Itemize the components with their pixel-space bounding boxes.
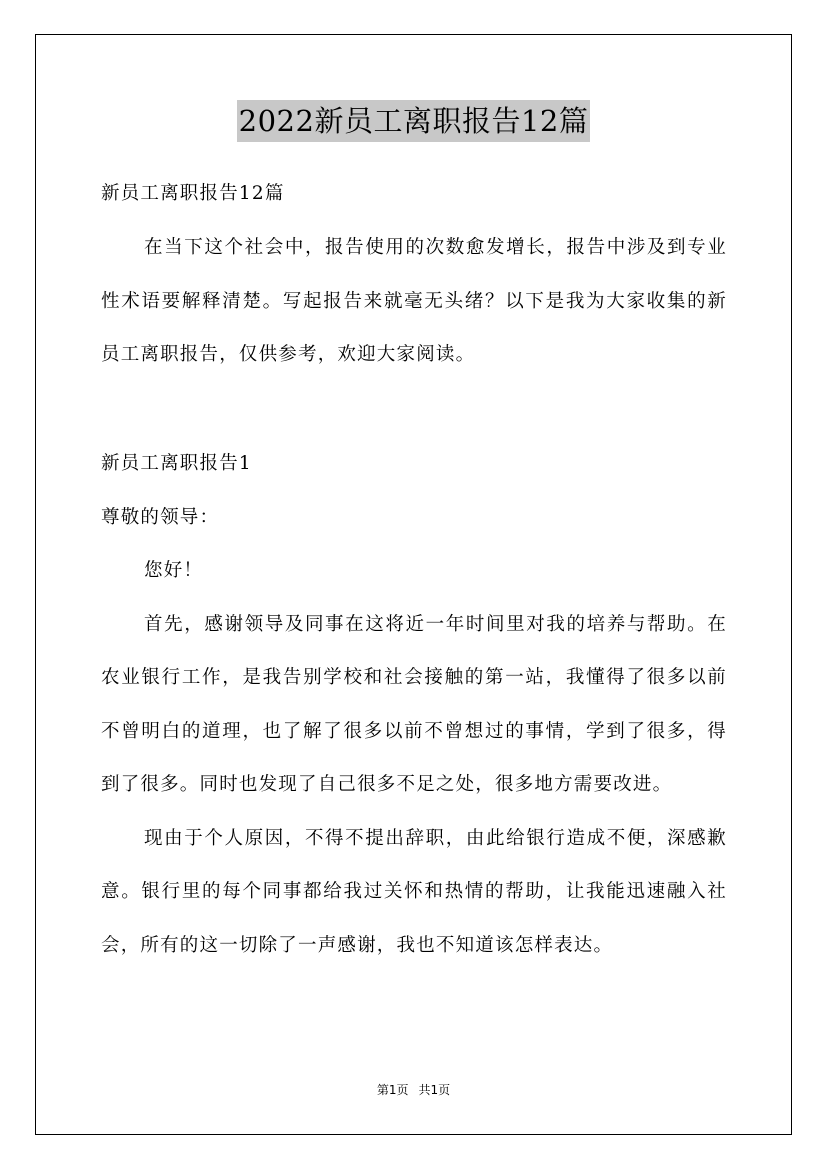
title-container: [0, 100, 827, 142]
page-number-current: 第1页: [376, 1083, 409, 1097]
report-section: [101, 437, 727, 972]
document-title: 2022新员工离职报告12篇: [237, 100, 591, 142]
page-footer: [0, 1081, 827, 1098]
intro-block: [101, 221, 727, 382]
page-number-total: 共1页: [418, 1083, 451, 1097]
document-subtitle: [101, 167, 727, 221]
subtitle-text: 新员工离职报告12篇: [101, 183, 285, 204]
intro-paragraph: 在当下这个社会中，报告使用的次数愈发增长，报告中涉及到专业性术语要解释清楚。写起报告来就毫无头绪？以下是我为大家收集的新员工离职报告，仅供参考，欢迎大家阅读。: [101, 237, 727, 365]
body-paragraph-2: 现由于个人原因，不得不提出辞职，由此给银行造成不便，深感歉意。银行里的每个同事都给我过关怀和热情的帮助，让我能迅速融入社会，所有的这一切除了一声感谢，我也不知道该怎样表达。: [101, 827, 727, 956]
section-heading: 新员工离职报告1: [101, 453, 252, 474]
salutation: 尊敬的领导：: [101, 506, 220, 528]
body-paragraph-1: 首先，感谢领导及同事在这将近一年时间里对我的培养与帮助。在农业银行工作，是我告别学校和社会接触的第一站，我懂得了很多以前不曾明白的道理，也了解了很多以前不曾想过的事情，学到了很多，得到了很多。同时也发现了自己很多不足之处，很多地方需要改进。: [101, 613, 727, 795]
greeting: 您好！: [144, 560, 204, 581]
